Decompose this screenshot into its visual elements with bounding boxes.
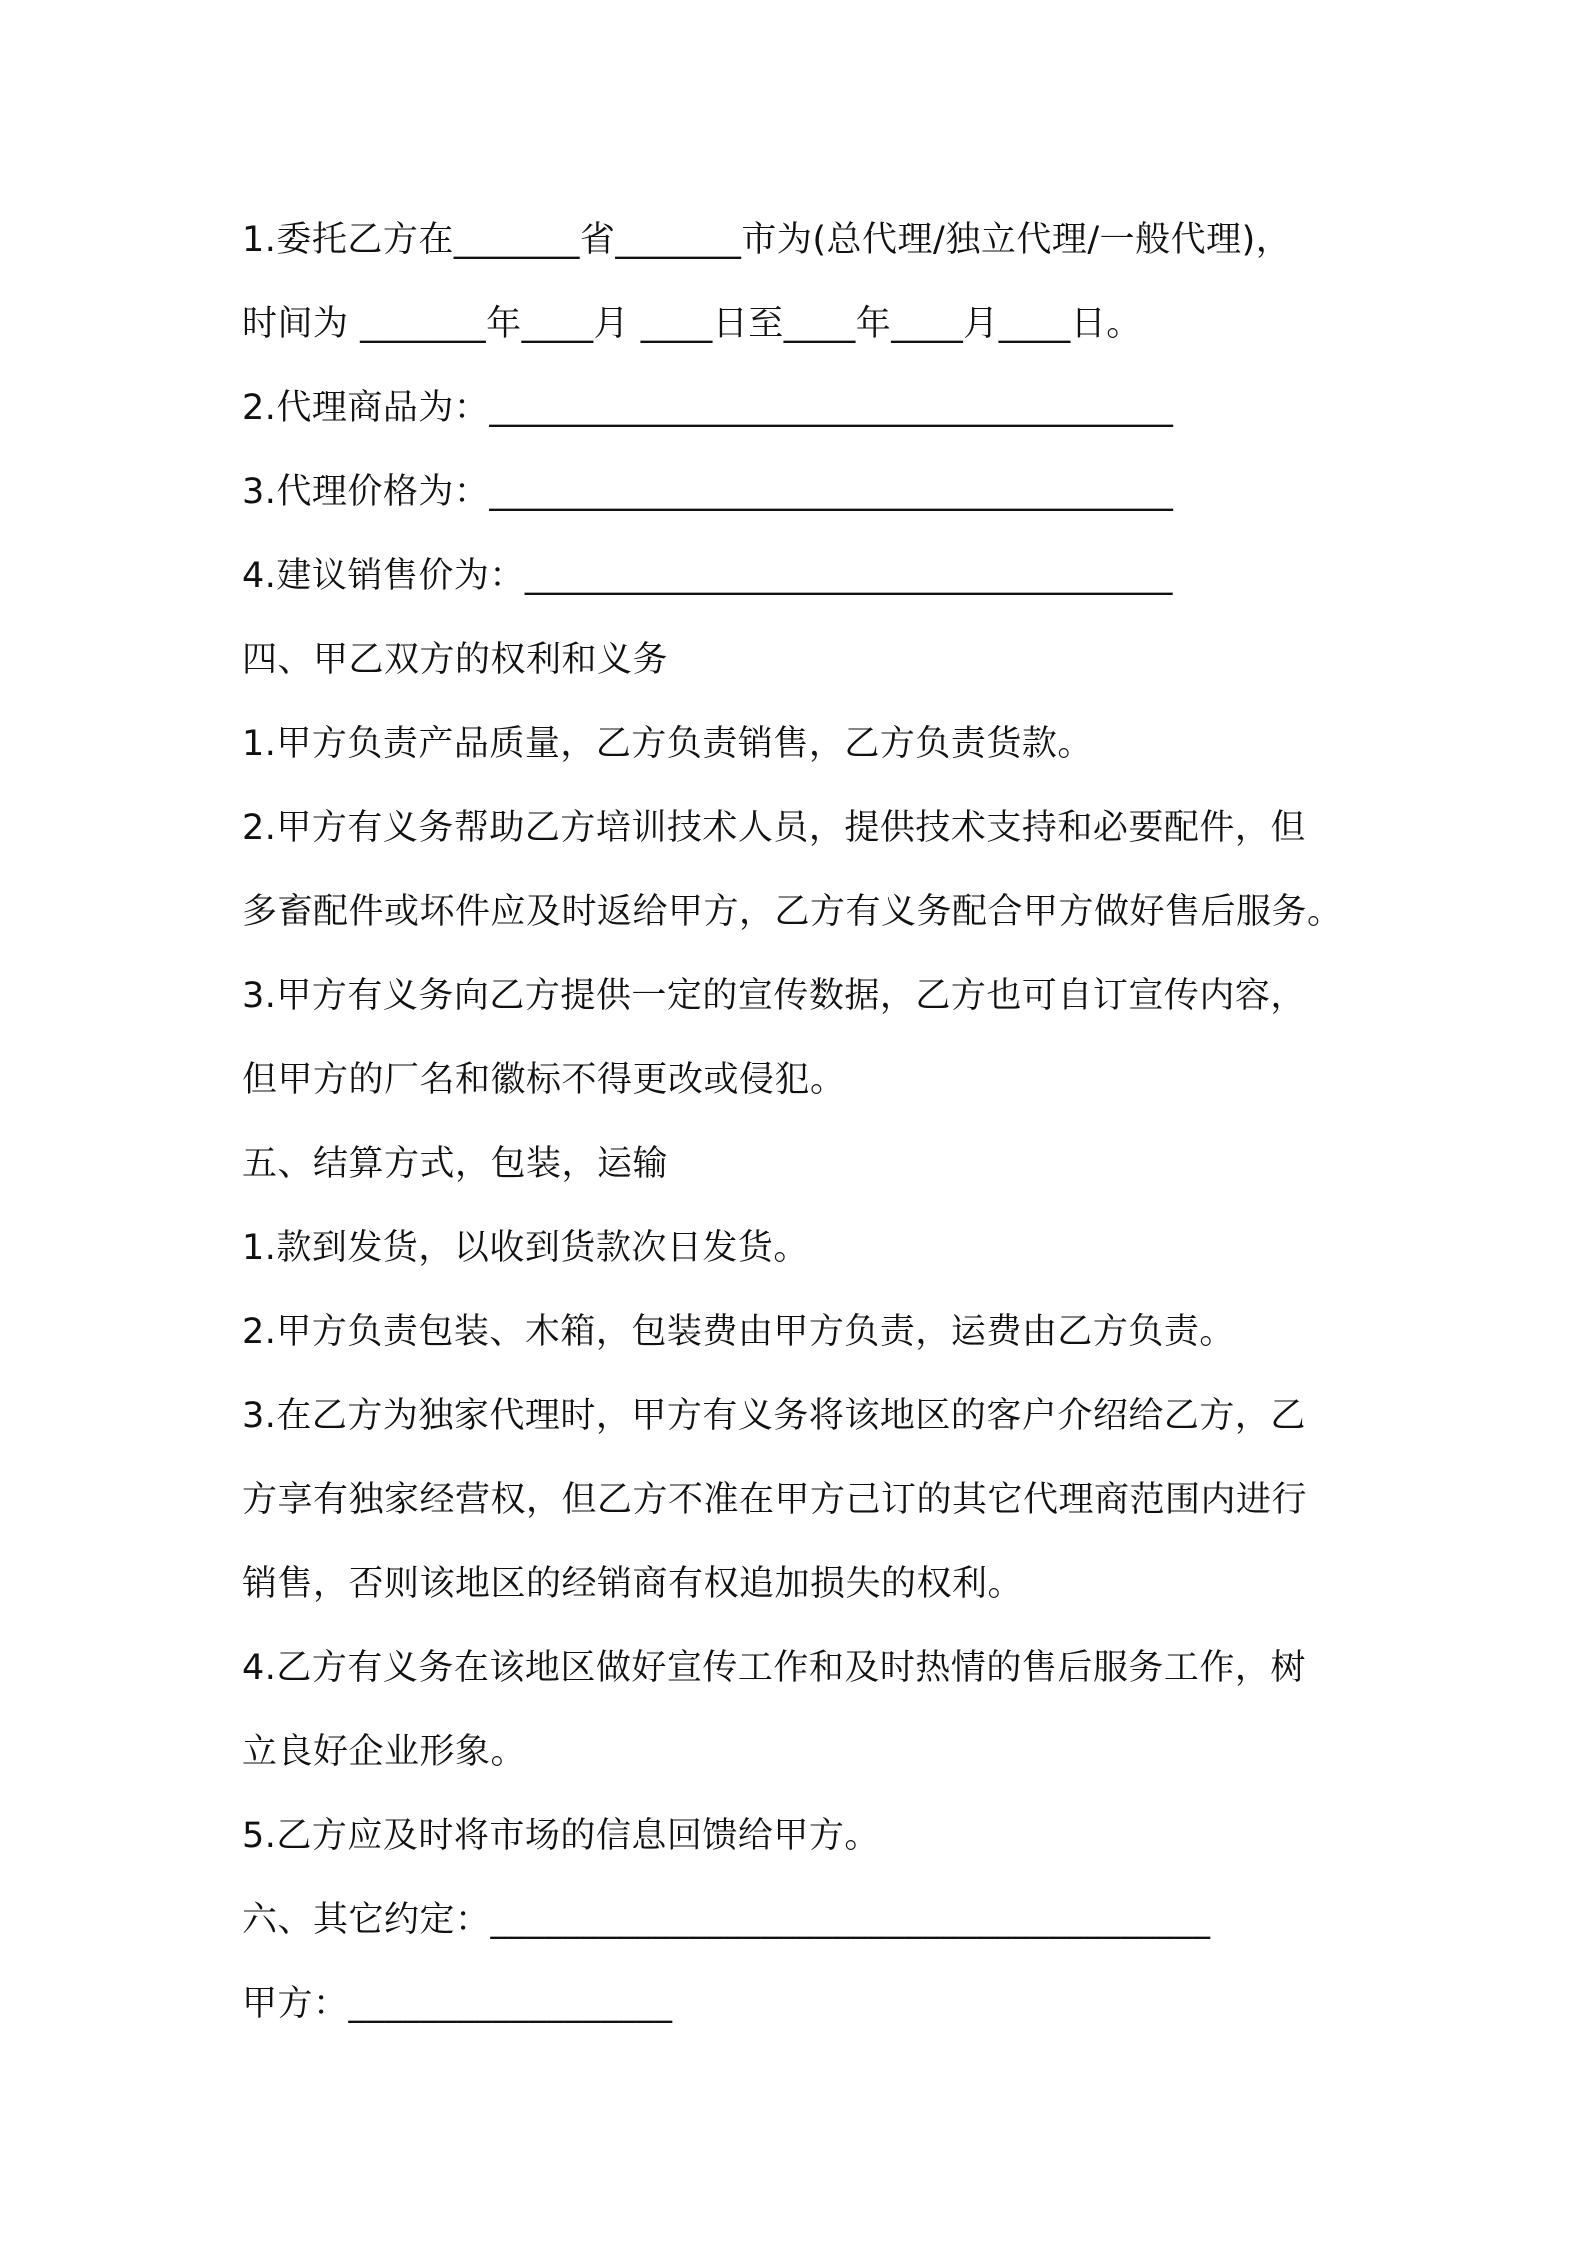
party-a-signature-line: 甲方：__________________: [242, 1984, 673, 2024]
settlement-item-5: 5.乙方应及时将市场的信息回馈给甲方。: [242, 1816, 880, 1856]
settlement-item-4: 4.乙方有义务在该地区做好宣传工作和及时热情的售后服务工作，树: [242, 1648, 1306, 1688]
rights-item-1: 1.甲方负责产品质量，乙方负责销售，乙方负责货款。: [242, 724, 1093, 764]
section-heading-settlement: 五、结算方式，包装，运输: [242, 1144, 669, 1184]
settlement-item-2: 2.甲方负责包装、木箱，包装费由甲方负责，运费由乙方负责。: [242, 1312, 1235, 1352]
rights-item-2-cont: 多畜配件或坏件应及时返给甲方，乙方有义务配合甲方做好售后服务。: [242, 892, 1343, 932]
settlement-item-3-cont-1: 方享有独家经营权，但乙方不准在甲方己订的其它代理商范围内进行: [242, 1480, 1308, 1520]
rights-item-2: 2.甲方有义务帮助乙方培训技术人员，提供技术支持和必要配件，但: [242, 808, 1306, 848]
rights-item-3-cont: 但甲方的厂名和徽标不得更改或侵犯。: [242, 1060, 846, 1100]
clause-4-retail-price: 4.建议销售价为：____________________________________: [242, 556, 1173, 596]
clause-3-price: 3.代理价格为：______________________________________: [242, 472, 1174, 512]
settlement-item-4-cont: 立良好企业形象。: [242, 1732, 527, 1772]
section-heading-other: 六、其它约定：________________________________________: [242, 1900, 1211, 1940]
document-body: [242, 198, 1422, 2046]
settlement-item-1: 1.款到发货，以收到货款次日发货。: [242, 1228, 809, 1268]
settlement-item-3: 3.在乙方为独家代理时，甲方有义务将该地区的客户介绍给乙方，乙: [242, 1396, 1306, 1436]
clause-1-period: 时间为 _______年____月 ____日至____年____月____日。: [242, 304, 1142, 344]
clause-1-territory: 1.委托乙方在_______省_______市为(总代理/独立代理/一般代理)，: [242, 220, 1292, 260]
clause-2-products: 2.代理商品为：______________________________________: [242, 388, 1174, 428]
rights-item-3: 3.甲方有义务向乙方提供一定的宣传数据，乙方也可自订宣传内容，: [242, 976, 1306, 1016]
section-heading-rights: 四、甲乙双方的权利和义务: [242, 640, 669, 680]
settlement-item-3-cont-2: 销售，否则该地区的经销商有权追加损失的权利。: [242, 1564, 1024, 1604]
